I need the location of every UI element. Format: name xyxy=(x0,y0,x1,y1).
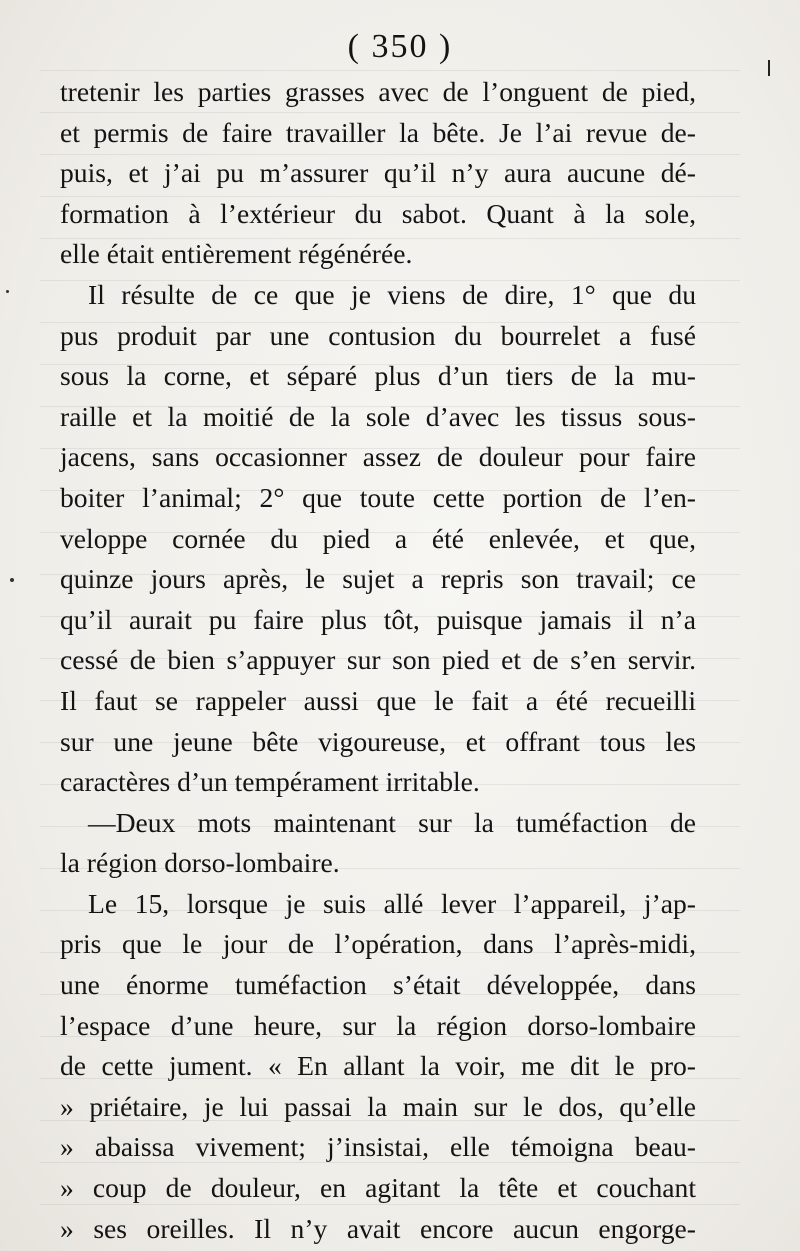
text-line: qu’il aurait pu faire plus tôt, puisque jamais il n’a xyxy=(60,603,696,635)
text-line: » coup de douleur, en agitant la tête et couchant xyxy=(60,1172,696,1204)
text-line: quinze jours après, le sujet a repris son travail; ce xyxy=(60,563,696,595)
text-line: —Deux mots maintenant sur la tuméfaction de xyxy=(88,806,696,838)
text-line: sous la corne, et séparé plus d’un tiers de la mu- xyxy=(60,360,696,392)
text-line: » abaissa vivement; j’insistai, elle témoigna beau- xyxy=(60,1131,696,1163)
text-line: » priétaire, je lui passai la main sur le dos, qu’elle xyxy=(60,1090,696,1122)
text-line: elle était entièrement régénérée. xyxy=(60,238,413,270)
text-line: » ses oreilles. Il n’y avait encore aucun engorge- xyxy=(60,1212,696,1244)
text-line: une énorme tuméfaction s’était développée, dans xyxy=(60,969,696,1001)
text-line: Il faut se rappeler aussi que le fait a été recueilli xyxy=(60,684,696,716)
paper-speck xyxy=(10,578,14,582)
paper-speck xyxy=(6,290,9,293)
text-line: puis, et j’ai pu m’assurer qu’il n’y aura aucune dé- xyxy=(60,157,696,189)
text-line: tretenir les parties grasses avec de l’onguent de pied, xyxy=(60,76,696,107)
text-line: la région dorso-lombaire. xyxy=(60,847,340,879)
text-line: jacens, sans occasionner assez de douleur pour faire xyxy=(60,441,696,473)
text-line: boiter l’animal; 2° que toute cette portion de l’en- xyxy=(60,481,696,513)
text-line: formation à l’extérieur du sabot. Quant à la sole, xyxy=(60,197,696,229)
text-line: Le 15, lorsque je suis allé lever l’appareil, j’ap- xyxy=(88,887,696,919)
text-line: cessé de bien s’appuyer sur son pied et de s’en servir. xyxy=(60,644,696,676)
text-line: caractères d’un tempérament irritable. xyxy=(60,766,480,798)
text-line: veloppe cornée du pied a été enlevée, et que, xyxy=(60,522,696,554)
body-text xyxy=(60,72,696,1249)
text-line: et permis de faire travailler la bête. Je l’ai revue de- xyxy=(60,116,696,148)
text-line: l’espace d’une heure, sur la région dorso-lombaire xyxy=(60,1009,696,1041)
text-line: Il résulte de ce que je viens de dire, 1° que du xyxy=(88,278,696,310)
text-line: pris que le jour de l’opération, dans l’après-midi, xyxy=(60,928,696,960)
page-number: ( 350 ) xyxy=(347,28,453,65)
text-line: pus produit par une contusion du bourrelet a fusé xyxy=(60,319,696,351)
text-line: raille et la moitié de la sole d’avec les tissus sous- xyxy=(60,400,696,432)
text-line: de cette jument. « En allant la voir, me dit le pro- xyxy=(60,1050,696,1082)
text-line: sur une jeune bête vigoureuse, et offrant tous les xyxy=(60,725,696,757)
